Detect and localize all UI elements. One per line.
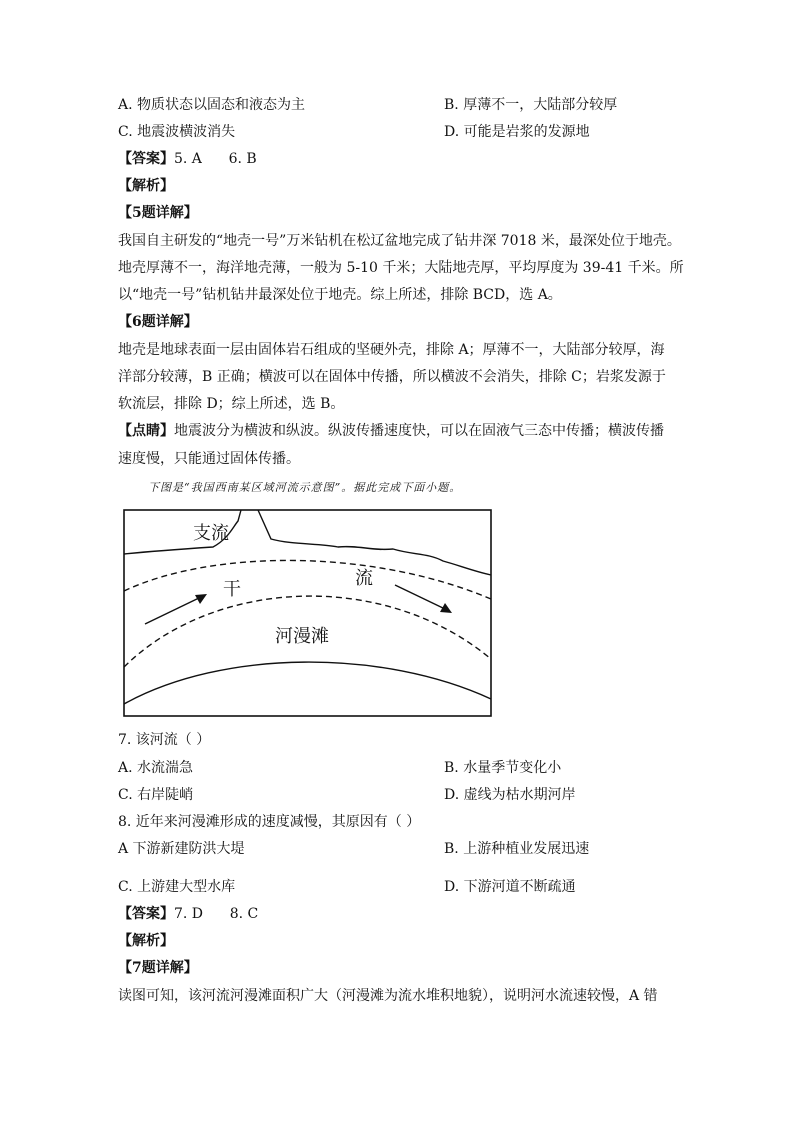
answer-row [118, 905, 258, 923]
option-c: C. 地震波横波消失 [118, 124, 236, 140]
tip-line: 速度慢，只能通过固体传播。 [118, 451, 300, 467]
detail-6-line: 软流层，排除 D；综上所述，选 B。 [118, 396, 345, 412]
option-a: A. 物质状态以固态和液态为主 [118, 97, 306, 113]
detail-6-line: 地壳是地球表面一层由固体岩石组成的坚硬外壳，排除 A；厚薄不一，大陆部分较厚，海 [118, 342, 665, 358]
q8-stem: 8. 近年来河漫滩形成的速度减慢，其原因有（ ） [118, 814, 421, 830]
option-b: B. 厚薄不一，大陆部分较厚 [444, 97, 618, 113]
answer-text: 5. A 6. B [174, 151, 257, 167]
q7-option-d: D. 虚线为枯水期河岸 [444, 787, 576, 803]
q8-option-a: A 下游新建防洪大堤 [118, 841, 245, 857]
analysis-heading: 【解析】 [118, 933, 174, 949]
detail-5-line: 地壳厚薄不一，海洋地壳薄，一般为 5-10 千米；大陆地壳厚，平均厚度为 39-41 千米。所 [118, 260, 684, 276]
detail-6-line: 洋部分较薄，B 正确；横波可以在固体中传播，所以横波不会消失，排除 C；岩浆发源于 [118, 369, 666, 385]
detail-5-heading: 【5题详解】 [118, 205, 198, 221]
answer-label: 【答案】 [118, 151, 174, 167]
tip-line: 地震波分为横波和纵波。纵波传播速度快，可以在固液气三态中传播；横波传播 [174, 423, 664, 439]
label-main-1: 干 [223, 579, 241, 600]
option-d: D. 可能是岩浆的发源地 [444, 124, 590, 140]
q8-option-b: B. 上游种植业发展迅速 [444, 841, 590, 857]
q7-option-a: A. 水流湍急 [118, 760, 194, 776]
q7-option-b: B. 水量季节变化小 [444, 760, 562, 776]
detail-7-heading: 【7题详解】 [118, 960, 198, 976]
q8-option-c: C. 上游建大型水库 [118, 879, 236, 895]
label-tributary: 支流 [193, 523, 229, 544]
answer-row [118, 150, 257, 168]
detail-6-heading: 【6题详解】 [118, 314, 198, 330]
q7-stem: 7. 该河流（ ） [118, 732, 211, 748]
river-diagram [123, 509, 493, 719]
figure-caption: 下图是“我国西南某区域河流示意图”。据此完成下面小题。 [148, 481, 462, 494]
detail-5-line: 以“地壳一号”钻机钻井最深处位于地壳。综上所述，排除 BCD，选 A。 [118, 287, 562, 303]
label-main-2: 流 [355, 568, 373, 589]
q7-option-c: C. 右岸陡峭 [118, 787, 194, 803]
tip-label: 【点睛】 [118, 423, 174, 439]
diagram-frame [124, 510, 491, 716]
label-floodplain: 河漫滩 [275, 626, 329, 647]
answer-label: 【答案】 [118, 906, 174, 922]
answer-text: 7. D 8. C [174, 906, 259, 922]
detail-5-line: 我国自主研发的“地壳一号”万米钻机在松辽盆地完成了钻井深 7018 米，最深处位于地壳。 [118, 233, 681, 249]
q8-option-d: D. 下游河道不断疏通 [444, 879, 576, 895]
tip-row [118, 422, 664, 440]
analysis-heading: 【解析】 [118, 178, 174, 194]
detail-7-line: 读图可知，该河流河漫滩面积广大（河漫滩为流水堆积地貌），说明河水流速较慢，A 错 [118, 988, 658, 1004]
